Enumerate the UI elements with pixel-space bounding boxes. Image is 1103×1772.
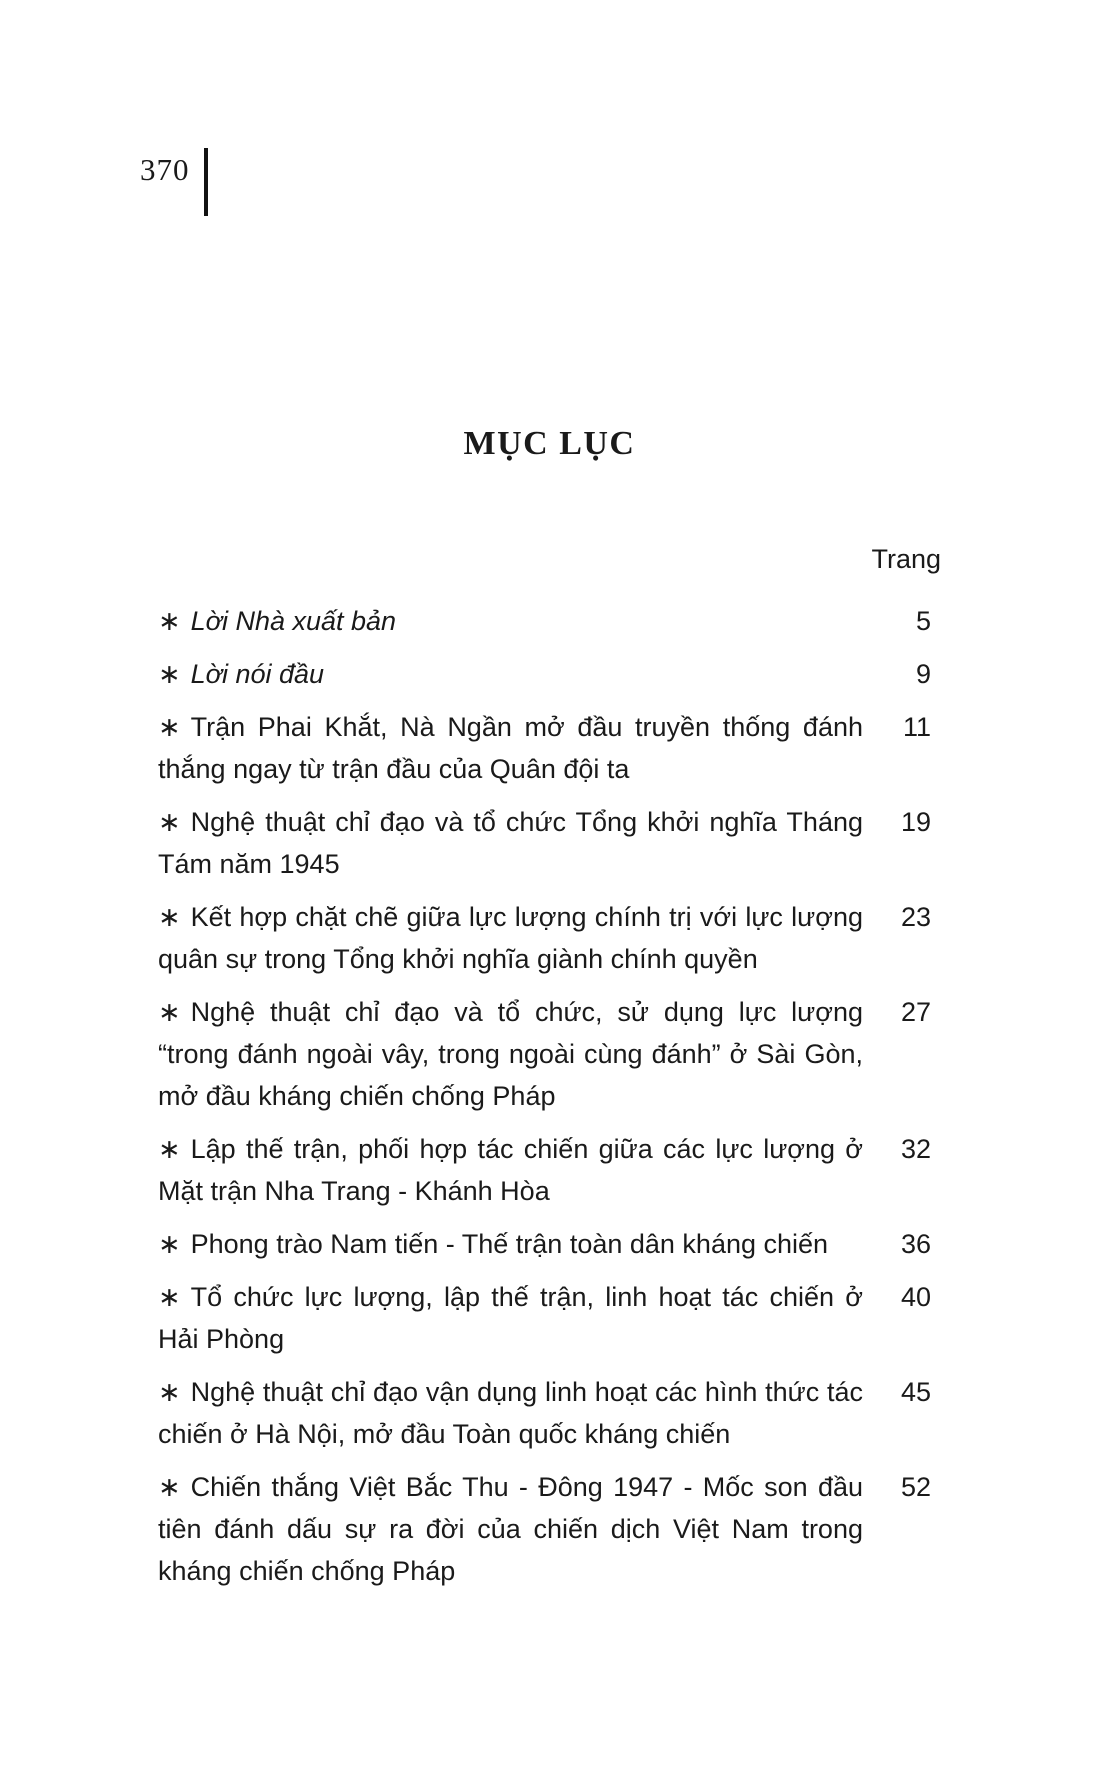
- entry-title: [158, 1466, 863, 1592]
- toc-list: [158, 600, 941, 1592]
- toc-entry: [158, 1128, 941, 1212]
- entry-page-number: 5: [915, 606, 931, 636]
- toc-entry: [158, 1223, 941, 1265]
- entry-page-number: 9: [915, 659, 931, 689]
- toc-entry: [158, 991, 941, 1117]
- entry-marker: ∗: [158, 997, 181, 1027]
- entry-marker: ∗: [158, 712, 181, 742]
- entry-page-number: 23: [900, 902, 931, 932]
- entry-title-text: Tổ chức lực lượng, lập thế trận, linh hoạt tác chiến ở Hải Phòng: [158, 1282, 863, 1354]
- entry-marker: ∗: [158, 902, 181, 932]
- entry-page-number: 19: [900, 807, 931, 837]
- entry-title-text: Lời nói đầu: [190, 659, 325, 689]
- entry-title: [158, 991, 863, 1117]
- entry-marker: ∗: [158, 1472, 181, 1502]
- toc-entry: [158, 801, 941, 885]
- entry-page-number: 27: [900, 997, 931, 1027]
- entry-marker: ∗: [158, 606, 181, 636]
- folio-divider-bar: [204, 148, 208, 216]
- entry-page-number: 32: [900, 1134, 931, 1164]
- entry-title-text: Phong trào Nam tiến - Thế trận toàn dân kháng chiến: [190, 1229, 829, 1259]
- folio-block: [140, 148, 208, 216]
- entry-page-number: 45: [900, 1377, 931, 1407]
- page-title: MỤC LỤC: [463, 425, 636, 462]
- entry-marker: ∗: [158, 807, 181, 837]
- entry-title: [158, 1128, 863, 1212]
- entry-title-text: Nghệ thuật chỉ đạo và tổ chức, sử dụng lực lượng “trong đánh ngoài vây, trong ngoài cùng đánh” ở Sài Gòn, mở đầu kháng chiến chống Pháp: [158, 997, 863, 1111]
- entry-title-text: Trận Phai Khắt, Nà Ngần mở đầu truyền thống đánh thắng ngay từ trận đầu của Quân đội ta: [158, 712, 863, 784]
- entry-page-number: 40: [900, 1282, 931, 1312]
- entry-title-text: Lập thế trận, phối hợp tác chiến giữa các lực lượng ở Mặt trận Nha Trang - Khánh Hòa: [158, 1134, 863, 1206]
- entry-title: [158, 653, 863, 695]
- toc-entry: [158, 1276, 941, 1360]
- entry-page-number: 11: [902, 712, 931, 742]
- toc-entry: [158, 653, 941, 695]
- column-header-row: [158, 538, 941, 580]
- entry-title-text: Nghệ thuật chỉ đạo vận dụng linh hoạt các hình thức tác chiến ở Hà Nội, mở đầu Toàn quốc kháng chiến: [158, 1377, 863, 1449]
- entry-title: [158, 896, 863, 980]
- entry-marker: ∗: [158, 1134, 181, 1164]
- toc-entry: [158, 896, 941, 980]
- folio-page-number: 370: [140, 152, 190, 187]
- entry-title: [158, 1276, 863, 1360]
- page-column-header: Trang: [871, 544, 941, 574]
- entry-title-text: Kết hợp chặt chẽ giữa lực lượng chính trị với lực lượng quân sự trong Tổng khởi nghĩa giành chính quyền: [158, 902, 863, 974]
- entry-title-text: Chiến thắng Việt Bắc Thu - Đông 1947 - Mốc son đầu tiên đánh dấu sự ra đời của chiến dịch Việt Nam trong kháng chiến chống Pháp: [158, 1472, 863, 1586]
- entry-title: [158, 801, 863, 885]
- toc-entry: [158, 1466, 941, 1592]
- entry-title: [158, 1223, 863, 1265]
- entry-title-text: Lời Nhà xuất bản: [190, 606, 397, 636]
- entry-title-text: Nghệ thuật chỉ đạo và tổ chức Tổng khởi nghĩa Tháng Tám năm 1945: [158, 807, 863, 879]
- entry-page-number: 36: [900, 1229, 931, 1259]
- entry-marker: ∗: [158, 1377, 181, 1407]
- toc-entry: [158, 1371, 941, 1455]
- entry-marker: ∗: [158, 1282, 181, 1312]
- entry-marker: ∗: [158, 1229, 181, 1259]
- entry-page-number: 52: [900, 1472, 931, 1502]
- entry-marker: ∗: [158, 659, 181, 689]
- entry-title: [158, 600, 863, 642]
- toc-entry: [158, 706, 941, 790]
- toc-entry: [158, 600, 941, 642]
- entry-title: [158, 1371, 863, 1455]
- entry-title: [158, 706, 863, 790]
